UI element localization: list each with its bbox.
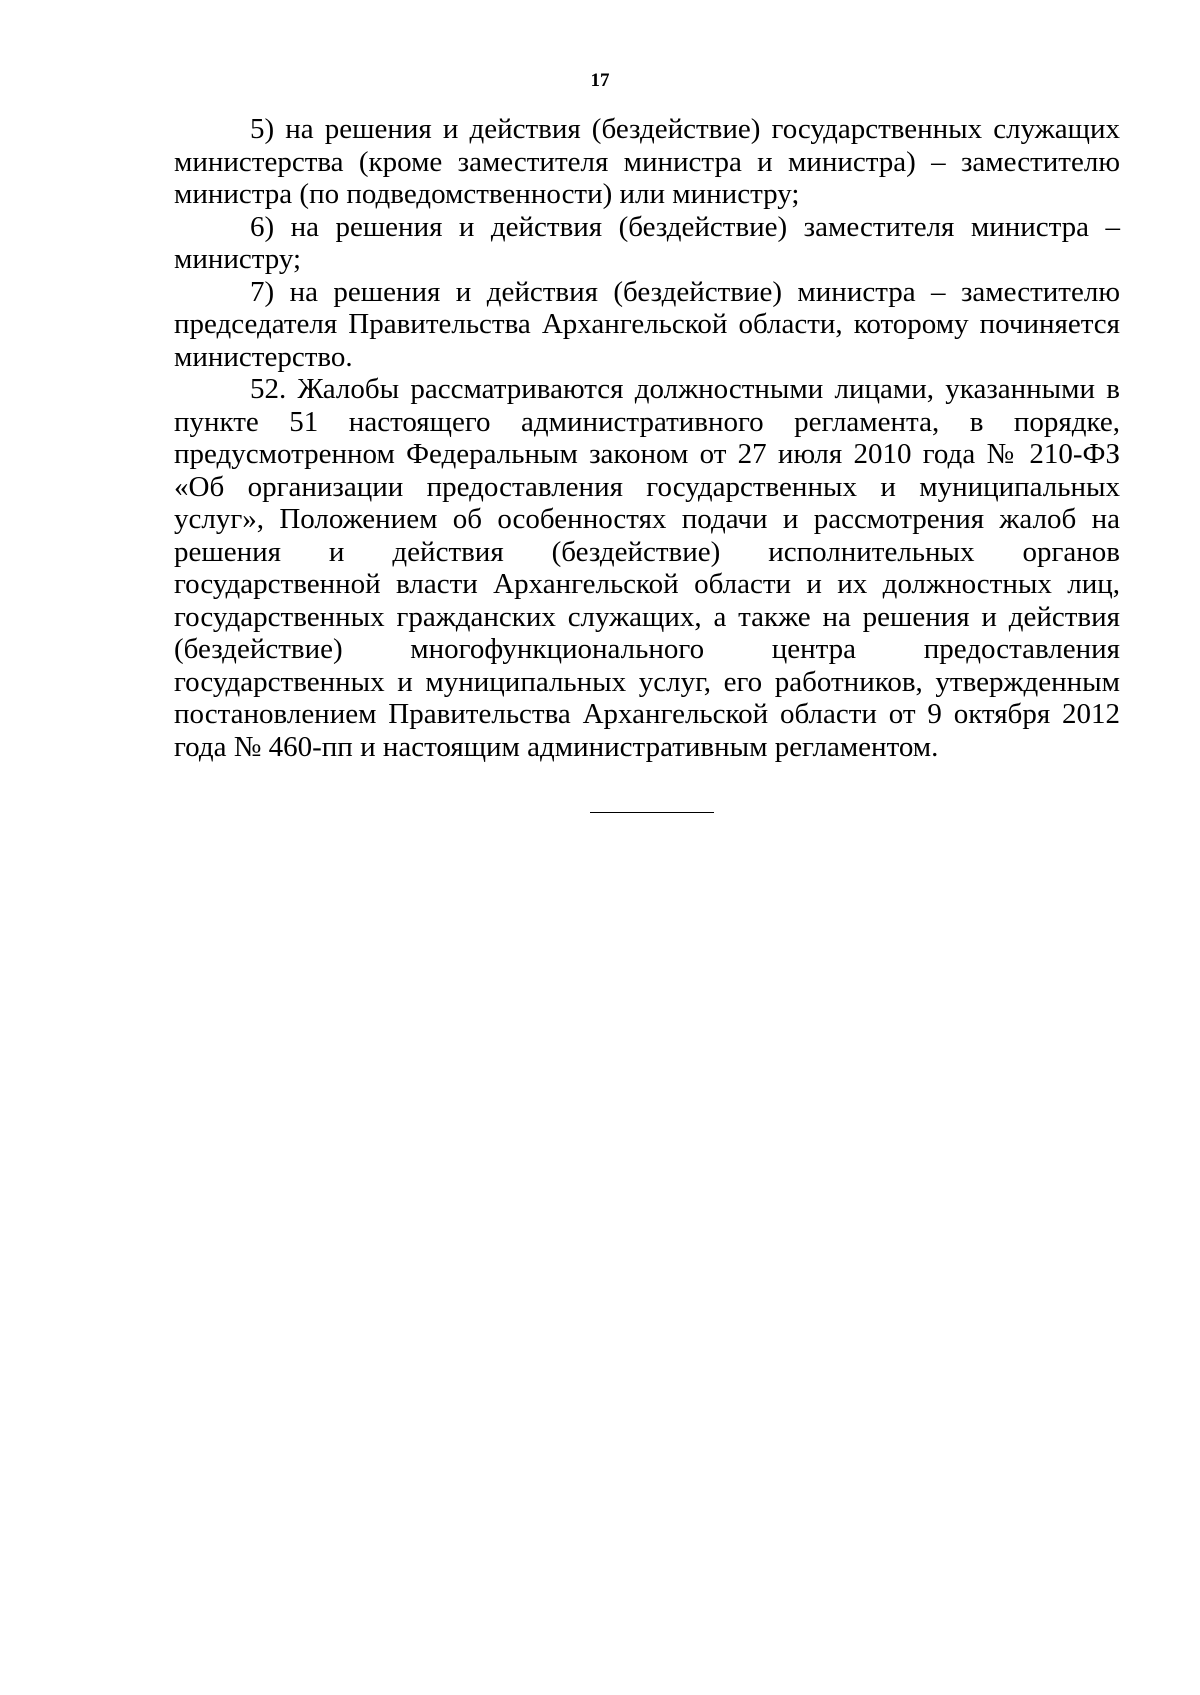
end-divider bbox=[590, 812, 714, 813]
paragraph-item-7: 7) на решения и действия (бездействие) министра – заместителю председателя Правительства Архангельской области, которому починяется министерство. bbox=[174, 275, 1120, 373]
paragraph-52: 52. Жалобы рассматриваются должностными лицами, указанными в пункте 51 настоящего административного регламента, в порядке, предусмотренном Федеральным законом от 27 июля 2010 года № 210-ФЗ «Об организации предоставления государственных и муниципальных услуг», Положением об особенностях подачи и рассмотрения жалоб на решения и действия (бездействие) исполнительных органов государственной власти Архангельской области и их должностных лиц, государственных гражданских служащих, а также на решения и действия (бездействие) многофункционального центра предоставления государственных и муниципальных услуг, его работников, утвержденным постановлением Правительства Архангельской области от 9 октября 2012 года № 460-пп и настоящим административным регламентом. bbox=[174, 373, 1120, 763]
page-number: 17 bbox=[590, 70, 610, 91]
paragraph-item-5: 5) на решения и действия (бездействие) государственных служащих министерства (кроме заместителя министра и министра) – заместителю министра (по подведомственности) или министру; bbox=[174, 113, 1120, 210]
document-body bbox=[174, 113, 1120, 763]
paragraph-item-6: 6) на решения и действия (бездействие) заместителя министра – министру; bbox=[174, 210, 1120, 275]
